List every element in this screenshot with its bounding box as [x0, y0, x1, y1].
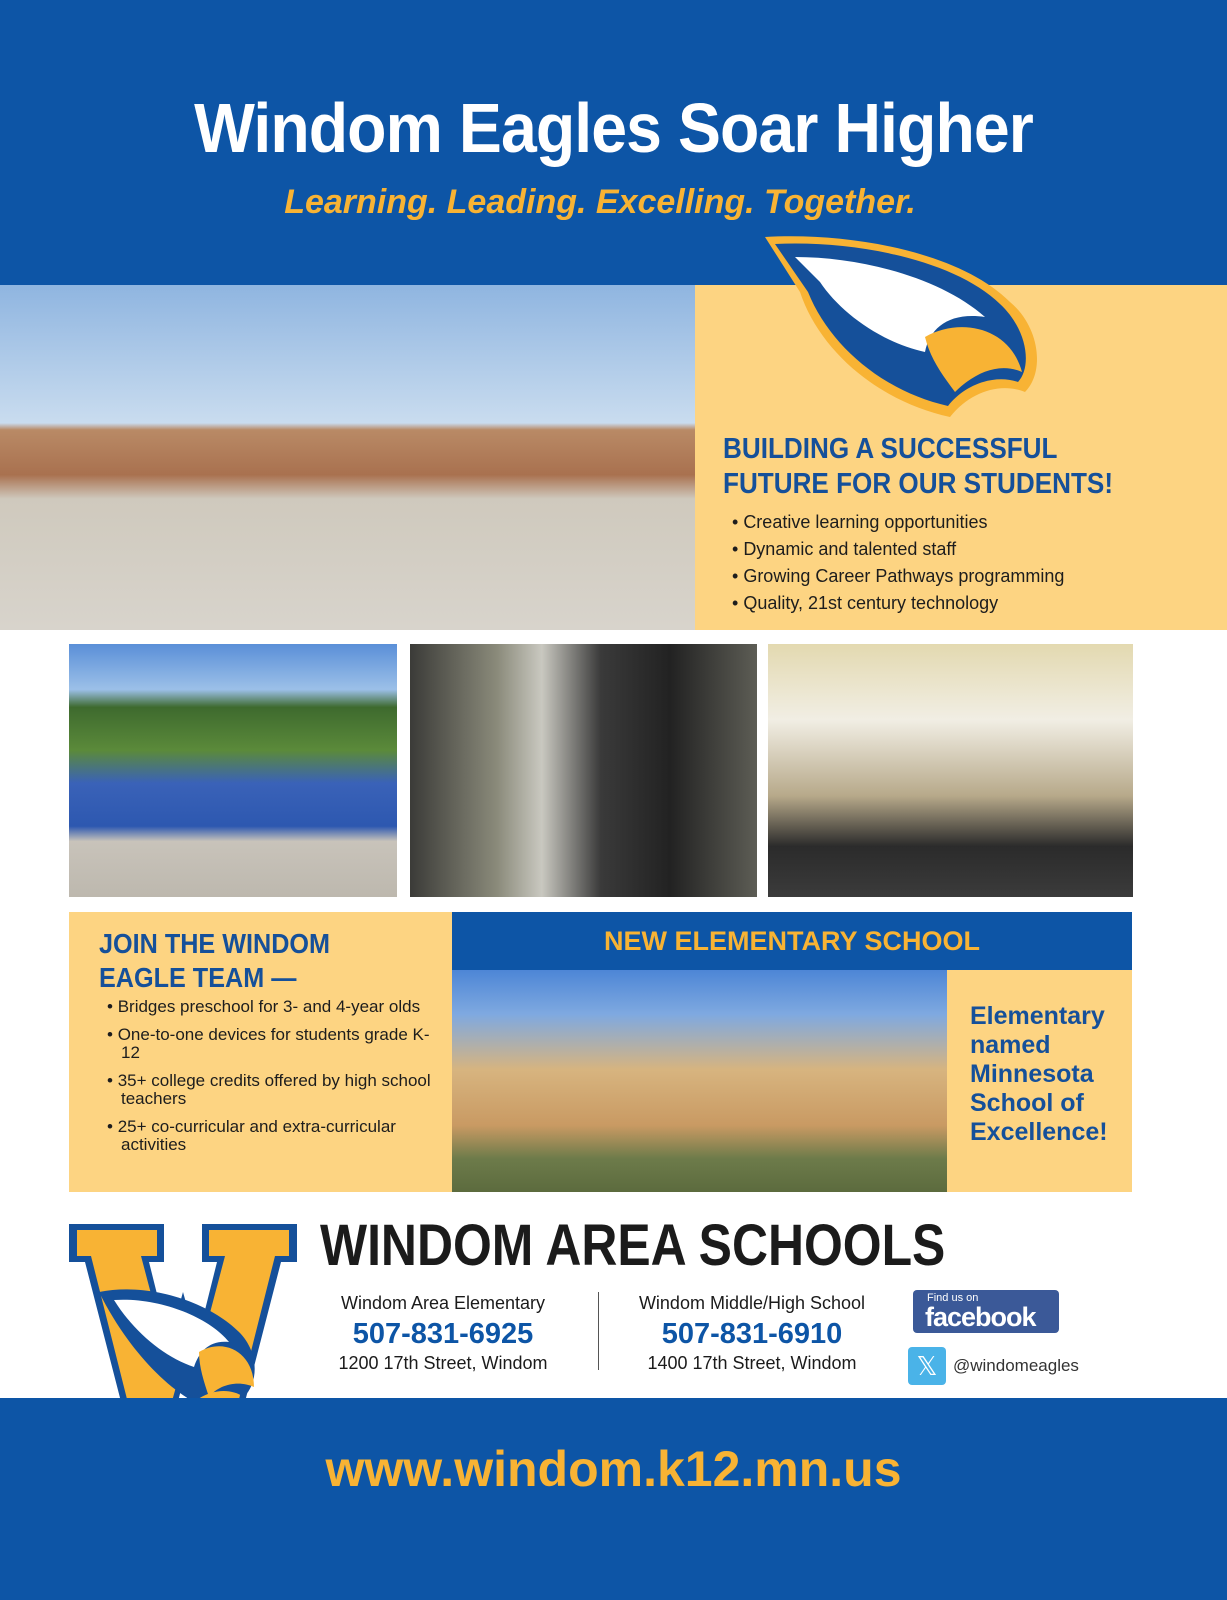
join-heading — [99, 927, 330, 995]
award-line: named — [970, 1031, 1051, 1059]
list-item: • Growing Career Pathways programming — [732, 563, 1064, 590]
address: 1200 17th Street, Windom — [338, 1353, 548, 1373]
join-bullets — [107, 998, 437, 1164]
award-line: Elementary — [970, 1002, 1105, 1030]
page-title: Windom Eagles Soar Higher — [194, 89, 1033, 167]
organization-name: WINDOM AREA SCHOOLS — [320, 1213, 946, 1278]
tagline: Learning. Leading. Excelling. Together. — [284, 183, 916, 221]
new-school-heading: NEW ELEMENTARY SCHOOL — [452, 912, 1132, 970]
facebook-find-label: Find us on — [927, 1292, 979, 1304]
list-item: • 25+ co-curricular and extra-curricular activities — [107, 1118, 437, 1154]
list-item: • One-to-one devices for students grade K-12 — [107, 1026, 437, 1062]
website-url[interactable]: www.windom.k12.mn.us — [325, 1441, 902, 1497]
list-item: • Dynamic and talented staff — [732, 536, 1064, 563]
heading-line: EAGLE TEAM — — [99, 962, 297, 993]
award-line: Minnesota — [970, 1060, 1094, 1088]
shop-class-photo — [410, 644, 757, 897]
phone-number[interactable]: 507-831-6925 — [352, 1318, 534, 1350]
award-text — [970, 1002, 1108, 1147]
heading-line: FUTURE FOR OUR STUDENTS! — [723, 468, 1114, 500]
list-item: • 35+ college credits offered by high school teachers — [107, 1072, 437, 1108]
x-icon[interactable]: 𝕏 — [908, 1347, 946, 1385]
school-name: Windom Area Elementary — [340, 1293, 546, 1313]
award-line: School of — [970, 1089, 1084, 1117]
playground-photo — [69, 644, 397, 897]
x-handle[interactable]: @windomeagles — [953, 1356, 1079, 1375]
address: 1400 17th Street, Windom — [647, 1353, 857, 1373]
high-school-contact — [622, 1293, 882, 1374]
phone-number[interactable]: 507-831-6910 — [661, 1318, 843, 1350]
elementary-contact — [313, 1293, 573, 1374]
building-bullets — [732, 509, 1064, 617]
footer-banner — [0, 1398, 1227, 1600]
heading-line: BUILDING A SUCCESSFUL — [723, 433, 1058, 465]
school-name: Windom Middle/High School — [638, 1293, 866, 1313]
heading-line: JOIN THE WINDOM — [99, 928, 331, 959]
building-heading — [723, 432, 1113, 502]
divider — [598, 1292, 599, 1370]
classroom-photo — [768, 644, 1133, 897]
list-item: • Quality, 21st century technology — [732, 590, 1064, 617]
award-line: Excellence! — [970, 1118, 1108, 1146]
list-item: • Bridges preschool for 3- and 4-year olds — [107, 998, 437, 1016]
facebook-button[interactable] — [913, 1290, 1059, 1333]
elementary-school-photo — [452, 970, 947, 1192]
facebook-logo-icon: facebook — [925, 1302, 1036, 1332]
w-eagle-logo-icon — [69, 1222, 297, 1427]
list-item: • Creative learning opportunities — [732, 509, 1064, 536]
school-building-photo — [0, 285, 695, 630]
eagle-logo-icon — [760, 232, 1050, 422]
